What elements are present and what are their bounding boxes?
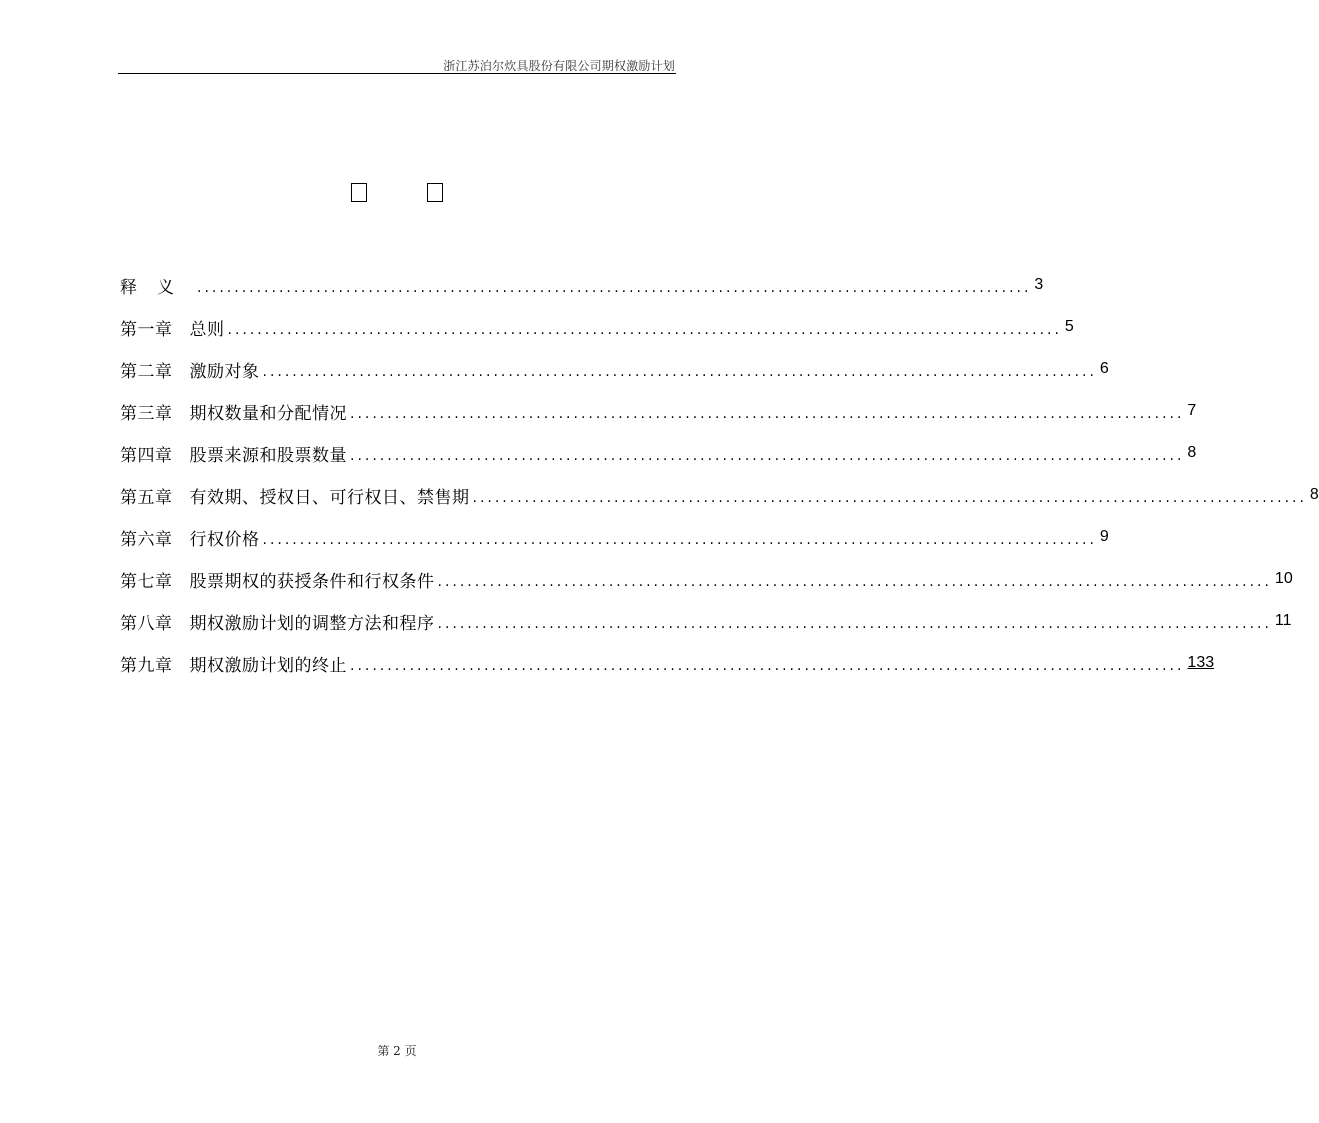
toc-page-number: 3 xyxy=(1034,276,1044,293)
missing-glyph-box-2 xyxy=(427,183,443,202)
toc-entry-name: 总则 xyxy=(189,319,225,340)
toc-chapter-label: 第五章 xyxy=(120,487,173,508)
toc-chapter-label: 第二章 xyxy=(120,361,173,382)
toc-entry-name: 释义 xyxy=(120,277,194,298)
toc-leader-dots: ................................................................................................................ xyxy=(437,574,1272,590)
toc-entry-name: 有效期、授权日、可行权日、禁售期 xyxy=(189,487,470,508)
toc-chapter-label: 第九章 xyxy=(120,655,173,676)
toc-entry-chapter-4[interactable] xyxy=(120,432,1197,474)
toc-entry-chapter-7[interactable] xyxy=(120,558,1293,600)
toc-chapter-label: 第四章 xyxy=(120,445,173,466)
toc-chapter-label: 第一章 xyxy=(120,319,173,340)
toc-page-number: 8 xyxy=(1309,486,1319,503)
toc-entry-name: 股票来源和股票数量 xyxy=(189,445,347,466)
toc-leader-dots: ................................................................................................................ xyxy=(197,280,1032,296)
toc-entry-name: 行权价格 xyxy=(189,529,260,550)
toc-entry-name: 期权数量和分配情况 xyxy=(189,403,347,424)
toc-entry-name: 期权激励计划的调整方法和程序 xyxy=(189,613,435,634)
missing-glyph-box-1 xyxy=(351,183,367,202)
page-number-footer: 第 2 页 xyxy=(377,1044,417,1058)
toc-chapter-label: 第七章 xyxy=(120,571,173,592)
toc-page-number: 133 xyxy=(1187,654,1215,671)
toc-leader-dots: ................................................................................................................ xyxy=(262,532,1097,548)
toc-entry-name: 股票期权的获授条件和行权条件 xyxy=(189,571,435,592)
toc-entry-chapter-5[interactable] xyxy=(120,474,1319,516)
toc-entry-chapter-9[interactable] xyxy=(120,642,1215,684)
toc-leader-dots: ................................................................................................................ xyxy=(350,448,1185,464)
toc-leader-dots: ................................................................................................................ xyxy=(227,322,1062,338)
toc-entry-chapter-1[interactable] xyxy=(120,306,1074,348)
toc-chapter-label: 第八章 xyxy=(120,613,173,634)
toc-entry-chapter-8[interactable] xyxy=(120,600,1292,642)
toc-leader-dots: ................................................................................................................ xyxy=(437,616,1272,632)
toc-entry-name: 期权激励计划的终止 xyxy=(189,655,347,676)
toc-page-number: 9 xyxy=(1099,528,1109,545)
toc-chapter-label: 第三章 xyxy=(120,403,173,424)
toc-page-number: 6 xyxy=(1099,360,1109,377)
toc-page-number: 8 xyxy=(1187,444,1197,461)
toc-page-number: 5 xyxy=(1064,318,1074,335)
toc-page-number: 7 xyxy=(1187,402,1197,419)
table-of-contents xyxy=(120,264,1319,684)
toc-chapter-label: 第六章 xyxy=(120,529,173,550)
toc-page-number: 11 xyxy=(1274,612,1292,629)
toc-leader-dots: ................................................................................................................ xyxy=(472,490,1307,506)
toc-entry-chapter-2[interactable] xyxy=(120,348,1109,390)
toc-entry-definitions[interactable] xyxy=(120,264,1044,306)
header-rule xyxy=(118,73,676,74)
toc-page-number: 10 xyxy=(1274,570,1293,587)
toc-entry-name: 激励对象 xyxy=(189,361,260,382)
toc-leader-dots: ................................................................................................................ xyxy=(350,406,1185,422)
toc-leader-dots: ................................................................................................................ xyxy=(262,364,1097,380)
toc-leader-dots: ................................................................................................................ xyxy=(350,658,1185,674)
toc-title xyxy=(0,179,794,203)
running-header: 浙江苏泊尔炊具股份有限公司期权激励计划 xyxy=(443,59,675,73)
toc-entry-chapter-3[interactable] xyxy=(120,390,1197,432)
toc-entry-chapter-6[interactable] xyxy=(120,516,1109,558)
